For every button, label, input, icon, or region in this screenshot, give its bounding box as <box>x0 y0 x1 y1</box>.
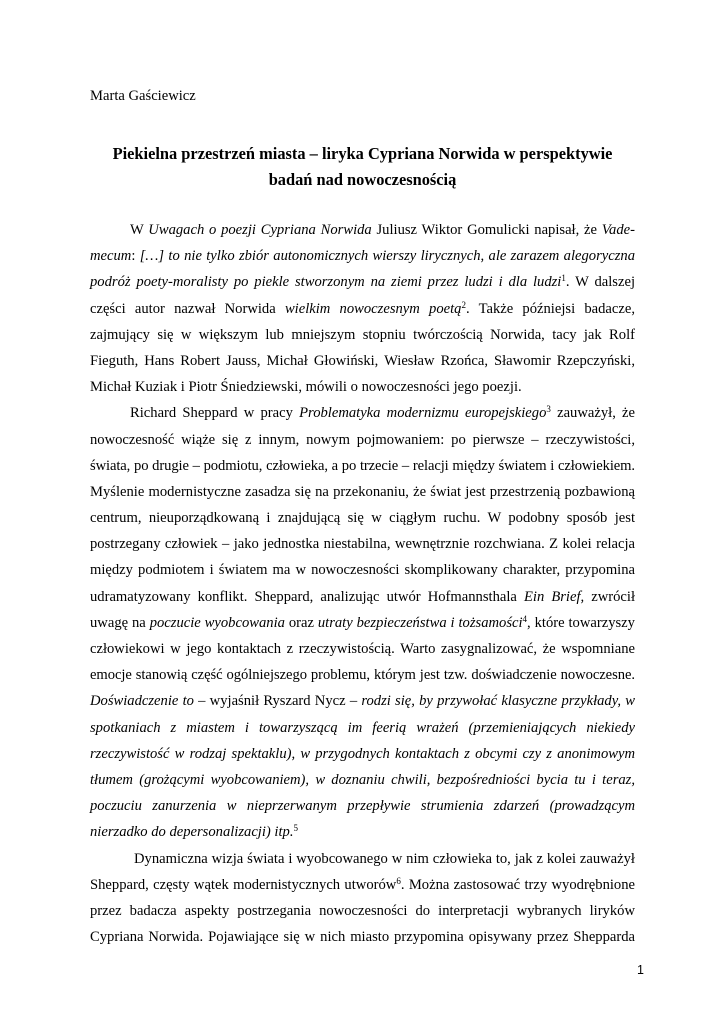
text-line: Michał Kuziak i Piotr Śniedziewski, mówili o nowoczesności jego poezji. <box>90 379 522 396</box>
author-name: Marta Gaściewicz <box>90 88 196 104</box>
text-line: tłumem (grożącymi wyobcowaniem), w doznaniu chwili, bezpośredniości bycia tu i teraz, <box>90 771 635 788</box>
footnote-ref: 2 <box>461 299 466 310</box>
text-line: uwagę na poczucie wyobcowania oraz utraty bezpieczeństwa i tożsamości$^4$, które towarzyszy <box>90 613 635 631</box>
text-line: rzeczywistość w rodzaj spektaklu), w przygodnych kontaktach z obcymi czy z anonimowym <box>90 745 635 762</box>
text-line: udramatyzowany konflikt. Sheppard, analizując utwór Hofmannsthala Ein Brief, zwrócił <box>90 588 635 605</box>
text-line: postrzegany człowiek – jako jednostka niestabilna, wewnętrznie rozchwiana. Z kolei relacja <box>90 536 635 553</box>
text-line: człowiekowi w jego kontaktach z rzeczywistością. Warto zasygnalizować, że wspomniane <box>90 641 635 657</box>
text-line: mecum: […] to nie tylko zbiór autonomicznych wierszy lirycznych, ale zarazem alegoryczna <box>90 248 635 265</box>
page-number: 1 <box>637 963 644 977</box>
text-line: zajmujący się w większym lub mniejszym stopniu twórczością Norwida, tacy jak Rolf <box>90 326 635 343</box>
title-line-1: Piekielna przestrzeń miasta – liryka Cypriana Norwida w perspektywie <box>112 144 613 163</box>
footnote-ref: 5 <box>293 823 298 834</box>
text-line: Cypriana Norwida. Pojawiające się w nich miasto przypomina opisywany przez Shepparda <box>90 929 635 946</box>
body-text <box>90 217 635 950</box>
text-line: części autor nazwał Norwida wielkim nowoczesnym poetą$^2$. Także późniejsi badacze, <box>90 299 635 317</box>
text-line: emocje stanowią część ogólniejszego problemu, którym jest tzw. doświadczenie nowoczesne. <box>90 667 635 684</box>
text-line: Dynamiczna wizja świata i wyobcowanego w nim człowieka to, jak z kolei zauważył <box>134 850 635 867</box>
text-line: Richard Sheppard w pracy Problematyka modernizmu europejskiego$^3$ zauważył, że <box>130 404 636 422</box>
text-line: centrum, nieuporządkowaną i znajdującą się w ciągłym ruchu. W podobny sposób jest <box>90 510 635 527</box>
text-line: Doświadczenie to – wyjaśnił Ryszard Nycz – rodzi się, by przywołać klasyczne przykłady, w <box>90 693 635 710</box>
text-line: poczuciu zanurzenia w nieprzerwanym przepływie strumienia zdarzeń (prowadzącym <box>90 798 635 815</box>
title-line-2: badań nad nowoczesnością <box>268 170 457 189</box>
footnote-ref: 6 <box>396 875 401 886</box>
text-line: W Uwagach o poezji Cypriana Norwida Juliusz Wiktor Gomulicki napisał, że Vade- <box>130 222 635 238</box>
text-line: podróż poety-moralisty po piekle stworzonym na ziemi przez ludzi i dla ludzi$^1$. W dalszej <box>90 273 635 291</box>
text-line: Myślenie modernistyczne zasadza się na przekonaniu, że świat jest przestrzenią pozbawioną <box>90 483 635 500</box>
text-line: nowoczesność wiąże się z innym, nowym pojmowaniem: po pierwsze – rzeczywistości, <box>90 431 635 448</box>
footnote-ref: 4 <box>522 613 528 624</box>
text-line: między podmiotem i światem ma w nowoczesności skomplikowany charakter, przypomina <box>90 562 635 579</box>
footnote-ref: 1 <box>561 273 566 284</box>
footnote-ref: 3 <box>546 404 551 415</box>
text-line: nierzadko do depersonalizacji) itp.$^5$ <box>90 823 298 841</box>
text-line: świata, po drugie – podmiotu, człowieka, a po trzecie – relacji między światem i człowiekiem. <box>90 457 635 474</box>
text-line: Sheppard, częsty wątek modernistycznych utworów$^6$. Można zastosować trzy wyodrębnione <box>90 875 635 893</box>
text-line: spotkaniach z miastem i towarzyszącą im feerią wrażeń (przemieniających niekiedy <box>90 719 635 736</box>
text-line: Fieguth, Hans Robert Jauss, Michał Głowiński, Wiesław Rzońca, Sławomir Rzepczyński, <box>90 352 635 369</box>
text-line: przez badacza aspekty postrzegania nowoczesności do interpretacji wybranych liryków <box>90 902 635 919</box>
